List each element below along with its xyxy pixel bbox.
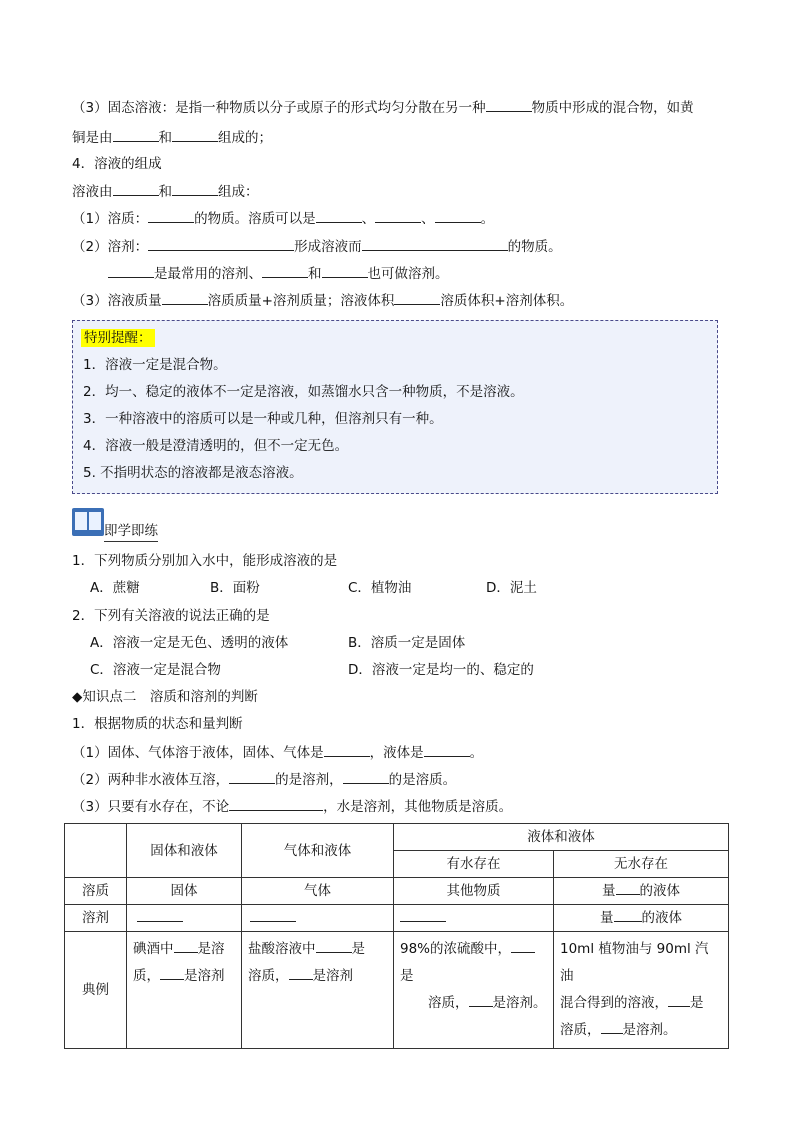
- text: 溶液由: [72, 184, 113, 200]
- table-row: [65, 824, 729, 851]
- table-cell: [242, 905, 394, 932]
- blank: [113, 127, 159, 142]
- text: （1）溶质：: [72, 211, 149, 227]
- option: A．溶液一定是无色、透明的液体: [90, 635, 289, 651]
- blank: [262, 263, 308, 278]
- text: （3）溶液质量: [72, 293, 162, 309]
- question-2: 2．下列有关溶液的说法正确的是: [72, 608, 270, 624]
- blank: [316, 208, 362, 223]
- option: D．泥土: [486, 580, 537, 596]
- option: B．溶质一定是固体: [348, 635, 466, 651]
- option: C．溶液一定是混合物: [90, 662, 221, 678]
- solute-solvent-table: [64, 823, 729, 1049]
- option: A．蔗糖: [90, 580, 140, 596]
- reminder-item: 1．溶液一定是混合物。: [83, 357, 227, 373]
- text: （3）只要有水存在，不论: [72, 799, 230, 815]
- blank: [229, 769, 275, 784]
- blank: [160, 965, 184, 980]
- text: 溶质，: [428, 995, 469, 1011]
- table-cell: [127, 932, 242, 1049]
- blank: [172, 181, 218, 196]
- text: 的液体: [639, 883, 680, 899]
- text: 和: [158, 130, 172, 146]
- blank: [511, 938, 535, 953]
- text: 的物质。: [507, 239, 562, 255]
- text: 组成的；: [218, 130, 272, 146]
- blank: [148, 236, 294, 251]
- blank: [614, 907, 642, 922]
- text: 铜是由: [72, 130, 113, 146]
- text: 。: [480, 211, 495, 227]
- text: （3）固态溶液：是指一种物质以分子或原子的形式均匀分散在另一种: [72, 100, 486, 116]
- kp2-line-3: [72, 769, 456, 790]
- blank: [394, 290, 440, 305]
- blank: [322, 263, 368, 278]
- text: 物质中形成的混合物，如黄: [531, 100, 694, 116]
- table-cell: 其他物质: [394, 878, 554, 905]
- solvent-line: [72, 236, 562, 257]
- table-cell: [394, 905, 554, 932]
- text: 也可做溶剂。: [367, 266, 449, 282]
- kp2-line-2: [72, 742, 483, 763]
- table-header: 固体和液体: [127, 824, 242, 878]
- blank: [343, 769, 389, 784]
- solid-solution-line-1: [72, 97, 694, 118]
- text: （2）两种非水液体互溶，: [72, 772, 230, 788]
- reminder-item: 3．一种溶液中的溶质可以是一种或几种，但溶剂只有一种。: [83, 411, 443, 427]
- reminder-item: 2．均一、稳定的液体不一定是溶液，如蒸馏水只含一种物质，不是溶液。: [83, 384, 524, 400]
- blank: [400, 907, 446, 922]
- text: ，水是溶剂，其他物质是溶质。: [323, 799, 513, 815]
- row-label: 溶质: [65, 878, 127, 905]
- section-4-title: 4．溶液的组成: [72, 156, 162, 172]
- text: 是溶剂。: [492, 995, 547, 1011]
- text: 的是溶剂，: [275, 772, 343, 788]
- knowledge-point-title: ◆知识点二 溶质和溶剂的判断: [72, 689, 258, 705]
- table-cell: [554, 878, 729, 905]
- reminder-item: 4．溶液一般是澄清透明的，但不一定无色。: [83, 438, 349, 454]
- text: 的液体: [641, 910, 682, 926]
- composition-line: [72, 181, 259, 202]
- text: 是溶剂: [184, 968, 225, 984]
- option: D．溶液一定是均一的、稳定的: [348, 662, 534, 678]
- blank: [250, 907, 296, 922]
- blank: [108, 263, 154, 278]
- blank: [162, 290, 208, 305]
- table-cell: [554, 932, 729, 1049]
- text: 10ml 植物油与 90ml 汽油: [560, 941, 709, 984]
- text: 形成溶液而: [294, 239, 362, 255]
- table-cell: [394, 932, 554, 1049]
- row-label: 典例: [65, 932, 127, 1049]
- kp2-line-4: [72, 796, 512, 817]
- table-cell: [554, 905, 729, 932]
- table-header: 气体和液体: [242, 824, 394, 878]
- blank: [137, 907, 183, 922]
- text: 碘酒中: [133, 941, 174, 957]
- reminder-title: 特别提醒：: [81, 329, 155, 347]
- text: 是: [351, 941, 365, 957]
- table-cell: [65, 824, 127, 878]
- book-icon: [72, 508, 104, 536]
- option: C．植物油: [348, 580, 412, 596]
- row-label: 溶剂: [65, 905, 127, 932]
- blank: [375, 208, 421, 223]
- table-cell: [127, 905, 242, 932]
- mass-line: [72, 290, 573, 311]
- kp2-line-1: 1．根据物质的状态和量判断: [72, 716, 243, 732]
- text: 量: [600, 910, 614, 926]
- solvent-line-2: [108, 263, 449, 284]
- text: 溶质，: [560, 1022, 601, 1038]
- text: 是溶剂: [312, 968, 353, 984]
- table-cell: 固体: [127, 878, 242, 905]
- question-1: 1．下列物质分别加入水中，能形成溶液的是: [72, 553, 338, 569]
- table-row: [65, 878, 729, 905]
- table-cell: [242, 932, 394, 1049]
- blank: [113, 181, 159, 196]
- text: 、: [361, 211, 376, 227]
- solid-solution-line-2: [72, 127, 272, 148]
- blank: [435, 208, 481, 223]
- text: 是: [400, 968, 414, 984]
- blank: [469, 992, 493, 1007]
- blank: [148, 208, 194, 223]
- text: 是溶剂。: [622, 1022, 677, 1038]
- text: 是最常用的溶剂、: [154, 266, 262, 282]
- table-cell: 气体: [242, 878, 394, 905]
- text: 是溶: [197, 941, 225, 957]
- text: 的是溶质。: [388, 772, 457, 788]
- text: （2）溶剂：: [72, 239, 149, 255]
- text: 组成：: [218, 184, 259, 200]
- blank: [424, 742, 470, 757]
- table-header: 无水存在: [554, 851, 729, 878]
- text: 。: [469, 745, 484, 761]
- table-row: [65, 905, 729, 932]
- solute-line: [72, 208, 494, 229]
- text: 98%的浓硫酸中，: [400, 941, 512, 957]
- text: 是: [690, 995, 704, 1011]
- practice-title: 即学即练: [104, 521, 158, 542]
- text: 混合得到的溶液，: [560, 995, 668, 1011]
- reminder-item: 5. 不指明状态的溶液都是液态溶液。: [83, 465, 303, 481]
- blank: [601, 1019, 623, 1034]
- blank: [616, 880, 640, 895]
- text: 质，: [133, 968, 160, 984]
- blank: [289, 965, 313, 980]
- blank: [229, 796, 323, 811]
- blank: [486, 97, 532, 112]
- text: 溶质，: [248, 968, 289, 984]
- text: 和: [308, 266, 322, 282]
- table-header: 有水存在: [394, 851, 554, 878]
- blank: [172, 127, 218, 142]
- option: B．面粉: [210, 580, 260, 596]
- blank: [668, 992, 690, 1007]
- text: （1）固体、气体溶于液体，固体、气体是: [72, 745, 324, 761]
- text: 盐酸溶液中: [248, 941, 316, 957]
- text: 和: [158, 184, 172, 200]
- text: ，液体是: [369, 745, 424, 761]
- text: 量: [602, 883, 616, 899]
- text: 、: [421, 211, 435, 227]
- text: 的物质。溶质可以是: [194, 211, 316, 227]
- blank: [174, 938, 198, 953]
- blank: [316, 938, 352, 953]
- table-header: 液体和液体: [394, 824, 729, 851]
- reminder-box: [72, 320, 718, 494]
- text: 溶质质量+溶剂质量；溶液体积: [207, 293, 395, 309]
- blank: [324, 742, 370, 757]
- table-row: [65, 932, 729, 1049]
- text: 溶质体积+溶剂体积。: [440, 293, 574, 309]
- blank: [362, 236, 508, 251]
